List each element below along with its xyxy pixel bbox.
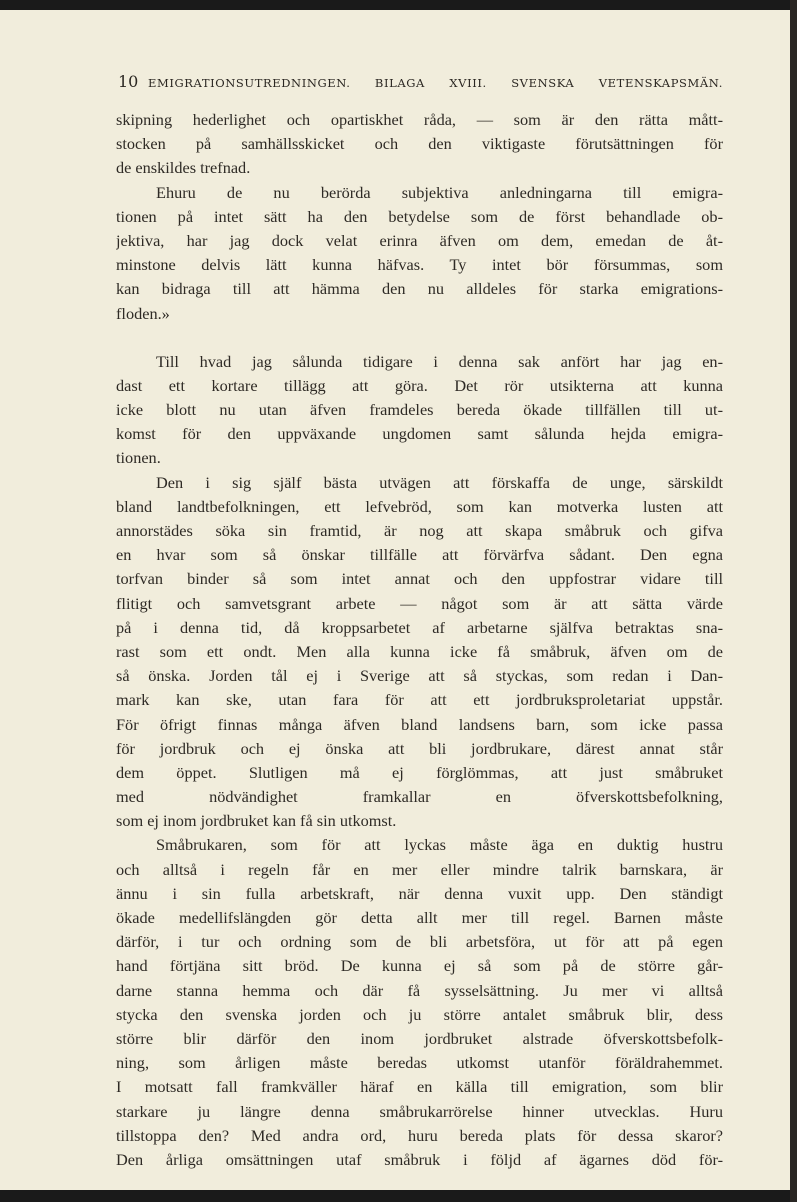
text-line: Den årliga omsättningen utaf småbruk i följd af ägarnes död för- — [116, 1149, 723, 1169]
text-line: rast som ett ondt. Men alla kunna icke få småbruk, äfven om de — [116, 641, 723, 661]
text-line: med nödvändighet framkallar en öfverskottsbefolkning, — [116, 787, 723, 807]
page-header — [118, 70, 723, 94]
text-line: tillstoppa den? Med andra ord, huru bereda plats för dessa skaror? — [116, 1125, 723, 1145]
running-head: EMIGRATIONSUTREDNINGEN. BILAGA XVIII. SVENSKA VETENSKAPSMÄN. — [148, 76, 723, 90]
text-line: icke blott nu utan äfven framdeles bereda ökade tillfällen till ut- — [116, 400, 723, 420]
text-line: starkare ju längre denna småbrukarrörelse hinner utvecklas. Huru — [116, 1101, 723, 1121]
text-line: flitigt och samvetsgrant arbete — något som är att sätta värde — [116, 593, 723, 613]
book-page — [0, 10, 790, 1190]
text-line: större blir därför den inom jordbruket alstrade öfverskottsbefolk- — [116, 1028, 723, 1048]
text-line: hand förtjäna sitt bröd. De kunna ej så som på de större går- — [116, 956, 723, 976]
text-line: för jordbruk och ej önska att bli jordbrukare, därest annat står — [116, 738, 723, 758]
text-line: minstone delvis lätt kunna häfvas. Ty intet bör försummas, som — [116, 255, 723, 275]
text-line: Ehuru de nu berörda subjektiva anledningarna till emigra- — [156, 182, 723, 202]
text-line: så önska. Jorden tål ej i Sverige att så styckas, som redan i Dan- — [116, 666, 723, 686]
text-line: torfvan binder så som intet annat och den uppfostrar vidare till — [116, 569, 723, 589]
text-line: ning, som årligen måste beredas utkomst utanför föräldrahemmet. — [116, 1053, 723, 1073]
text-line: För öfrigt finnas många äfven bland landsens barn, som icke passa — [116, 714, 723, 734]
text-line: komst för den uppväxande ungdomen samt sålunda hejda emigra- — [116, 424, 723, 444]
text-line: stocken på samhällsskicket och den viktigaste förutsättningen för — [116, 134, 723, 154]
text-line: floden.» — [116, 303, 170, 323]
text-line: Den i sig själf bästa utvägen att förskaffa de unge, särskildt — [156, 472, 723, 492]
body-text — [116, 108, 723, 1172]
text-line: ännu i sin fulla arbetskraft, när denna vuxit upp. Den ständigt — [116, 883, 723, 903]
text-line: stycka den svenska jorden och ju större antalet småbruk blir, dess — [116, 1004, 723, 1024]
text-line: Till hvad jag sålunda tidigare i denna sak anfört har jag en- — [156, 351, 723, 371]
text-line: dem öppet. Slutligen må ej förglömmas, att just småbruket — [116, 762, 723, 782]
page-edge-shadow — [790, 0, 797, 1202]
text-line: och alltså i regeln får en mer eller mindre talrik barnskara, är — [116, 859, 723, 879]
text-line: Småbrukaren, som för att lyckas måste äga en duktig hustru — [156, 835, 723, 855]
text-line: mark kan ske, utan fara för att ett jordbruksproletariat uppstår. — [116, 690, 723, 710]
page-number: 10 — [118, 72, 139, 91]
text-line: en hvar som så önskar tillfälle att förvärfva sådant. Den egna — [116, 545, 723, 565]
text-line: darne stanna hemma och där få sysselsättning. Ju mer vi alltså — [116, 980, 723, 1000]
text-line: som ej inom jordbruket kan få sin utkomst. — [116, 811, 397, 831]
text-line: dast ett kortare tillägg att göra. Det rör utsikterna att kunna — [116, 375, 723, 395]
text-line: jektiva, har jag dock velat erinra äfven om dem, emedan de åt- — [116, 230, 723, 250]
text-line: tionen på intet sätt ha den betydelse som de först behandlade ob- — [116, 206, 723, 226]
text-line: de enskildes trefnad. — [116, 158, 251, 178]
text-line: på i denna tid, då kroppsarbetet af arbetarne själfva betraktas sna- — [116, 617, 723, 637]
text-line: I motsatt fall framkväller häraf en källa till emigration, som blir — [116, 1077, 723, 1097]
text-line: därför, i tur och ordning som de bli arbetsföra, ut för att på egen — [116, 932, 723, 952]
text-line: kan bidraga till att hämma den nu alldeles för starka emigrations- — [116, 279, 723, 299]
text-line: ökade medellifslängden gör detta allt mer till regel. Barnen måste — [116, 908, 723, 927]
text-line: tionen. — [116, 448, 161, 468]
text-line: bland landtbefolkningen, ett lefvebröd, som kan motverka lusten att — [116, 496, 723, 516]
text-line: skipning hederlighet och opartiskhet råda, — som är den rätta mått- — [116, 110, 723, 129]
text-line: annorstädes söka sin framtid, är nog att skapa småbruk och gifva — [116, 521, 723, 540]
